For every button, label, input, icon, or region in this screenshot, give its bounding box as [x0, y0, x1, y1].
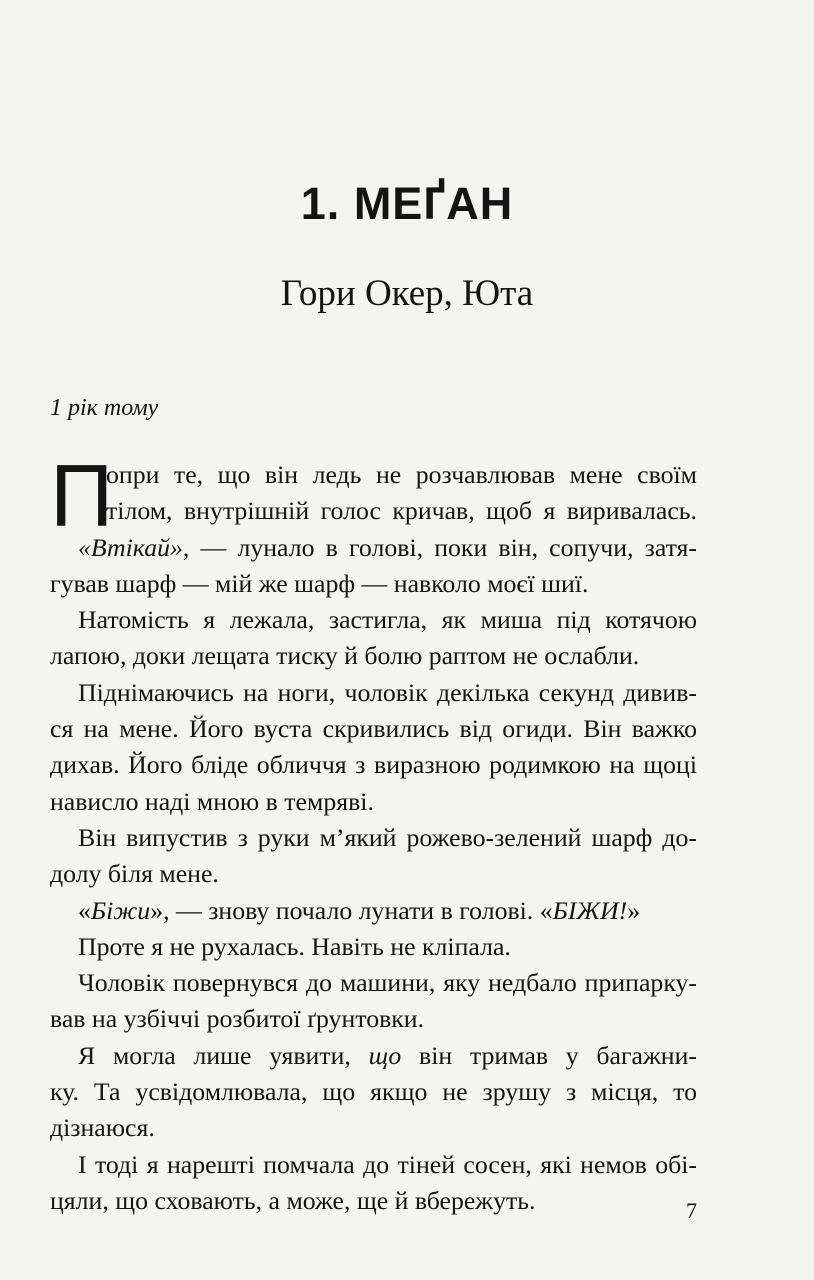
page-number: 7 [686, 1198, 697, 1223]
text-line: долу біля мене. [50, 859, 219, 889]
text-line: Проте я не рухалась. Навіть не кліпала. [78, 931, 511, 961]
text-line: Він випустив з руки м’який рожево-зелений шарф до- [78, 822, 697, 852]
text-line: «Біжи», — знову почало лунати в голові. «БІЖИ!» [78, 895, 641, 925]
text-line: І тоді я нарешті помчала до тіней сосен, які немов обі- [78, 1149, 697, 1179]
text-line: нависло наді мною в темряві. [50, 786, 374, 816]
text-line: Піднімаючись на ноги, чоловік декілька секунд дивив- [78, 677, 697, 707]
text-line: Чоловік повернувся до машини, яку недбало припарку- [78, 968, 697, 998]
drop-cap: П [50, 446, 114, 545]
text-line: гував шарф — мій же шарф — навколо моєї шиї. [50, 568, 589, 598]
text-line: тілом, внутрішній голос кричав, щоб я виривалась. [106, 496, 697, 526]
time-marker: 1 рік тому [50, 395, 159, 421]
chapter-location: Гори Окер, Юта [280, 273, 534, 314]
text-line: дихав. Його бліде обличчя з виразною родимкою на щоці [50, 750, 697, 780]
text-line: вав на узбіччі розбитої ґрунтовки. [50, 1004, 425, 1034]
chapter-title: 1. МЕҐАН [300, 178, 514, 229]
text-line: ку. Та усвідомлювала, що якщо не зрушу з місця, то [50, 1077, 697, 1107]
text-line: дізнаюся. [50, 1113, 155, 1143]
text-line: опри те, що він ледь не розчавлював мене своїм [106, 460, 697, 489]
body-text [50, 446, 697, 1219]
text-line: лапою, доки лещата тиску й болю раптом не ослабли. [50, 641, 640, 671]
text-line: «Втікай», — лунало в голові, поки він, сопучи, затя- [78, 532, 697, 562]
text-line: цяли, що сховають, а може, ще й вбережуть. [50, 1185, 536, 1215]
text-line: ся на мене. Його вуста скривились від огиди. Він важко [50, 714, 697, 744]
text-line: Я могла лише уявити, що він тримав у багажни- [78, 1040, 697, 1070]
text-line: Натомість я лежала, застигла, як миша під котячою [78, 605, 697, 635]
